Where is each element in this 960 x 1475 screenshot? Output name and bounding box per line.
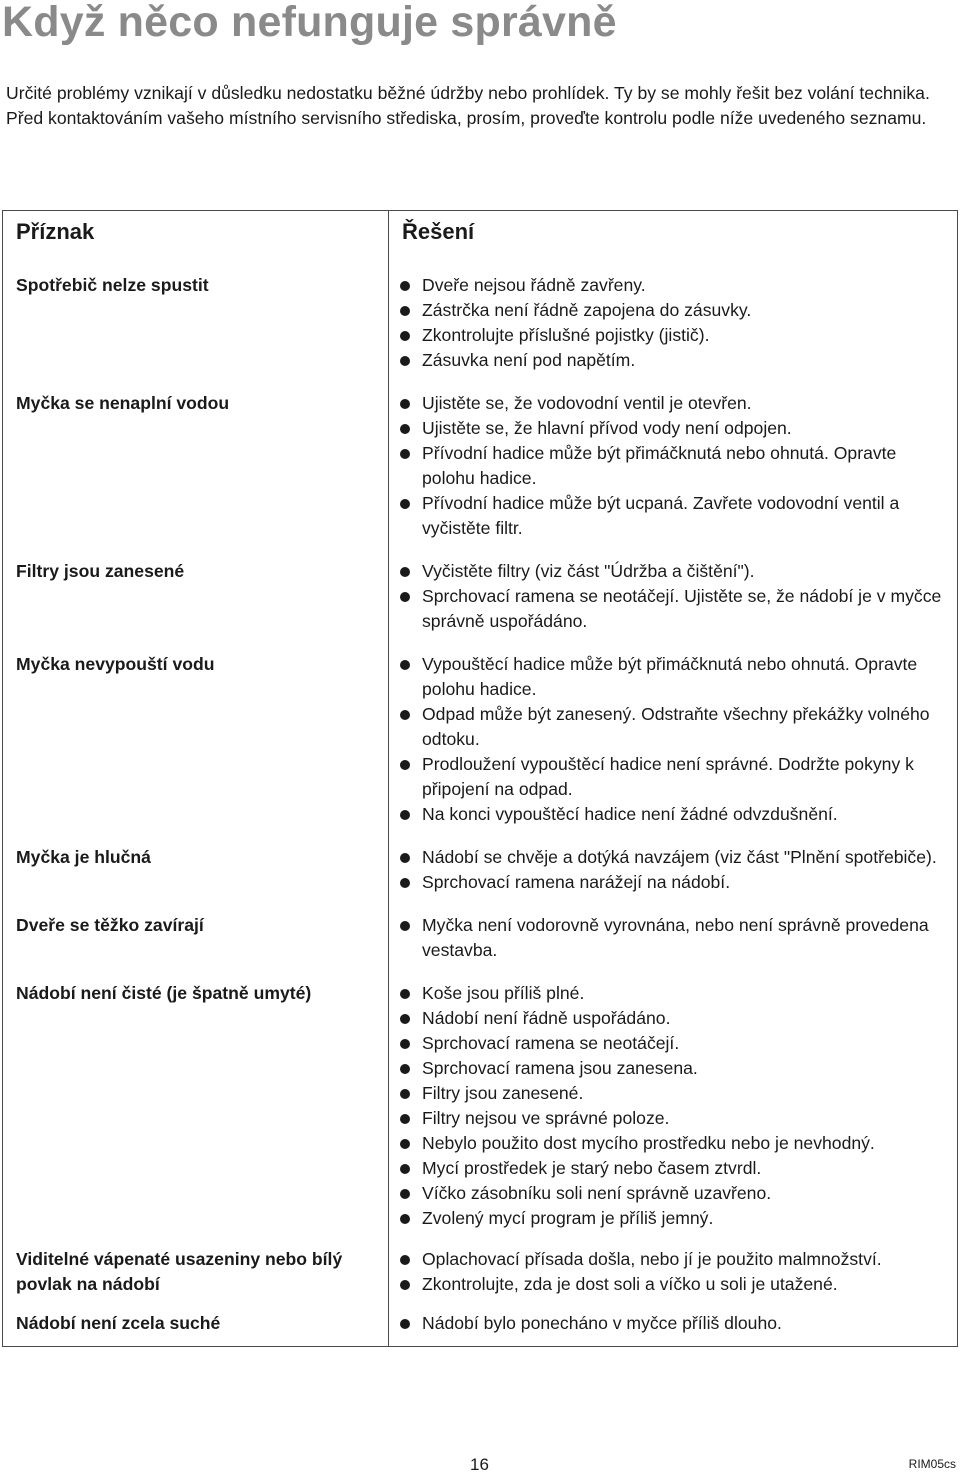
symptom-cell: Nádobí není čisté (je špatně umyté) — [3, 971, 389, 1239]
symptom-cell: Viditelné vápenaté usazeniny nebo bílý povlak na nádobí — [3, 1239, 389, 1303]
bullet-icon — [400, 1164, 410, 1174]
solution-list — [399, 1311, 949, 1336]
page-number: 16 — [470, 1455, 489, 1474]
bullet-icon — [400, 424, 410, 434]
bullet-icon — [400, 356, 410, 366]
symptom-cell: Nádobí není zcela suché — [3, 1303, 389, 1347]
solution-item — [399, 802, 949, 827]
solution-cell — [389, 549, 958, 642]
solution-item — [399, 323, 949, 348]
solution-item — [399, 1106, 949, 1131]
solution-item — [399, 652, 949, 702]
bullet-icon — [400, 281, 410, 291]
bullet-icon — [400, 921, 410, 931]
bullet-icon — [400, 1064, 410, 1074]
solution-cell — [389, 1303, 958, 1347]
bullet-icon — [400, 989, 410, 999]
bullet-icon — [400, 592, 410, 602]
solution-list — [399, 981, 949, 1231]
solution-list — [399, 559, 949, 634]
solution-text: Přívodní hadice může být ucpaná. Zavřete vodovodní ventil a vyčistěte filtr. — [422, 493, 900, 538]
solution-text: Zkontrolujte, zda je dost soli a víčko u soli je utažené. — [422, 1274, 838, 1294]
table-row — [3, 903, 958, 971]
solution-item — [399, 870, 949, 895]
bullet-icon — [400, 1039, 410, 1049]
solution-cell — [389, 1239, 958, 1303]
solution-text: Odpad může být zanesený. Odstraňte všechny překážky volného odtoku. — [422, 704, 930, 749]
solution-list — [399, 845, 949, 895]
solution-text: Zásuvka není pod napětím. — [422, 350, 636, 370]
solution-item — [399, 491, 949, 541]
solution-text: Zvolený mycí program je příliš jemný. — [422, 1208, 714, 1228]
bullet-icon — [400, 1089, 410, 1099]
solution-item — [399, 1156, 949, 1181]
solution-text: Koše jsou příliš plné. — [422, 983, 585, 1003]
solution-text: Sprchovací ramena se neotáčejí. Ujistěte se, že nádobí je v myčce správně uspořádáno. — [422, 586, 942, 631]
solution-text: Prodloužení vypouštěcí hadice není správné. Dodržte pokyny k připojení na odpad. — [422, 754, 914, 799]
solution-text: Na konci vypouštěcí hadice není žádné odvzdušnění. — [422, 804, 838, 824]
solution-item — [399, 348, 949, 373]
solution-list — [399, 391, 949, 541]
solution-item — [399, 752, 949, 802]
bullet-icon — [400, 660, 410, 670]
solution-cell — [389, 263, 958, 381]
solution-item — [399, 1081, 949, 1106]
troubleshooting-table — [2, 210, 958, 1347]
table-header-row — [3, 211, 958, 264]
solution-item — [399, 1131, 949, 1156]
solution-item — [399, 1311, 949, 1336]
symptom-cell: Myčka se nenaplní vodou — [3, 381, 389, 549]
table-row — [3, 1303, 958, 1347]
bullet-icon — [400, 1014, 410, 1024]
solution-item — [399, 1006, 949, 1031]
bullet-icon — [400, 710, 410, 720]
solution-item — [399, 981, 949, 1006]
bullet-icon — [400, 331, 410, 341]
bullet-icon — [400, 760, 410, 770]
bullet-icon — [400, 810, 410, 820]
bullet-icon — [400, 399, 410, 409]
solution-list — [399, 273, 949, 373]
solution-text: Přívodní hadice může být přimáčknutá nebo ohnutá. Opravte polohu hadice. — [422, 443, 897, 488]
solution-item — [399, 1272, 949, 1297]
solution-text: Vypouštěcí hadice může být přimáčknutá nebo ohnutá. Opravte polohu hadice. — [422, 654, 918, 699]
table-body — [3, 263, 958, 1347]
solution-text: Víčko zásobníku soli není správně uzavřeno. — [422, 1183, 772, 1203]
solution-item — [399, 1181, 949, 1206]
solution-text: Filtry jsou zanesené. — [422, 1083, 584, 1103]
solution-text: Myčka není vodorovně vyrovnána, nebo není správně provedena vestavba. — [422, 915, 929, 960]
solution-text: Zástrčka není řádně zapojena do zásuvky. — [422, 300, 752, 320]
bullet-icon — [400, 853, 410, 863]
symptom-cell: Myčka je hlučná — [3, 835, 389, 903]
solution-text: Nebylo použito dost mycího prostředku nebo je nevhodný. — [422, 1133, 875, 1153]
bullet-icon — [400, 306, 410, 316]
solution-cell — [389, 971, 958, 1239]
page-title: Když něco nefunguje správně — [2, 0, 617, 46]
solution-item — [399, 845, 949, 870]
solution-item — [399, 1206, 949, 1231]
bullet-icon — [400, 1214, 410, 1224]
solution-item — [399, 1031, 949, 1056]
bullet-icon — [400, 499, 410, 509]
solution-item — [399, 913, 949, 963]
solution-text: Mycí prostředek je starý nebo časem ztvrdl. — [422, 1158, 762, 1178]
solution-item — [399, 273, 949, 298]
solution-text: Ujistěte se, že hlavní přívod vody není odpojen. — [422, 418, 792, 438]
bullet-icon — [400, 1189, 410, 1199]
symptom-cell: Myčka nevypouští vodu — [3, 642, 389, 835]
solution-text: Nádobí bylo ponecháno v myčce příliš dlouho. — [422, 1313, 782, 1333]
solution-item — [399, 1247, 949, 1272]
solution-text: Nádobí není řádně uspořádáno. — [422, 1008, 671, 1028]
solution-list — [399, 652, 949, 827]
symptom-cell: Dveře se těžko zavírají — [3, 903, 389, 971]
table-row — [3, 381, 958, 549]
solution-text: Dveře nejsou řádně zavřeny. — [422, 275, 646, 295]
table-row — [3, 263, 958, 381]
solution-text: Vyčistěte filtry (viz část "Údržba a čištění"). — [422, 561, 755, 581]
bullet-icon — [400, 567, 410, 577]
solution-item — [399, 416, 949, 441]
table-row — [3, 642, 958, 835]
solution-cell — [389, 642, 958, 835]
bullet-icon — [400, 449, 410, 459]
solution-text: Ujistěte se, že vodovodní ventil je otevřen. — [422, 393, 752, 413]
solution-item — [399, 391, 949, 416]
intro-paragraph: Určité problémy vznikají v důsledku nedostatku běžné údržby nebo prohlídek. Ty by se mohly řešit bez volání technika. Před kontaktováním vašeho místního servisního střediska, prosím, proveďte kontrolu podle níže uvedeného seznamu. — [6, 83, 930, 128]
symptom-cell: Spotřebič nelze spustit — [3, 263, 389, 381]
solution-text: Sprchovací ramena narážejí na nádobí. — [422, 872, 731, 892]
solution-list — [399, 1247, 949, 1297]
solution-item — [399, 1056, 949, 1081]
bullet-icon — [400, 1255, 410, 1265]
solution-text: Filtry nejsou ve správné poloze. — [422, 1108, 670, 1128]
bullet-icon — [400, 1139, 410, 1149]
header-solution: Řešení — [389, 211, 958, 264]
bullet-icon — [400, 878, 410, 888]
solution-item — [399, 559, 949, 584]
table-row — [3, 549, 958, 642]
solution-text: Nádobí se chvěje a dotýká navzájem (viz část "Plnění spotřebiče). — [422, 847, 937, 867]
document-code: RIM05cs — [908, 1457, 956, 1471]
solution-text: Sprchovací ramena se neotáčejí. — [422, 1033, 680, 1053]
table-row — [3, 1239, 958, 1303]
solution-item — [399, 584, 949, 634]
solution-item — [399, 702, 949, 752]
header-symptom: Příznak — [3, 211, 389, 264]
solution-cell — [389, 381, 958, 549]
table-row — [3, 835, 958, 903]
solution-cell — [389, 903, 958, 971]
bullet-icon — [400, 1114, 410, 1124]
table-row — [3, 971, 958, 1239]
symptom-cell: Filtry jsou zanesené — [3, 549, 389, 642]
solution-item — [399, 298, 949, 323]
solution-text: Zkontrolujte příslušné pojistky (jistič). — [422, 325, 710, 345]
bullet-icon — [400, 1319, 410, 1329]
solution-item — [399, 441, 949, 491]
solution-text: Sprchovací ramena jsou zanesena. — [422, 1058, 698, 1078]
solution-cell — [389, 835, 958, 903]
solution-list — [399, 913, 949, 963]
solution-text: Oplachovací přísada došla, nebo jí je použito malmnožství. — [422, 1249, 882, 1269]
bullet-icon — [400, 1280, 410, 1290]
